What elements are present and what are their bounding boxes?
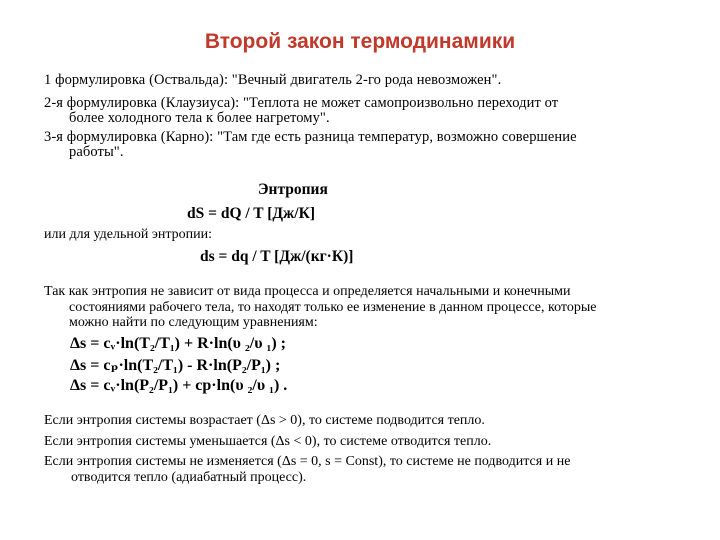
formulation-3 <box>44 130 684 160</box>
formulation-1 <box>44 73 684 88</box>
condition-increase <box>44 413 694 429</box>
condition-decrease <box>44 434 694 450</box>
paragraph-line-2: состояниями рабочего тела, то находят только ее изменение в данном процессе, которые <box>69 299 597 315</box>
formulation-3-text: 3-я формулировка (Карно): "Там где есть разница температур, возможно совершение <box>44 129 577 145</box>
paragraph-line-1: Так как энтропия не зависит от вида процесса и определяется начальными и конечными <box>44 284 571 299</box>
specific-entropy-note: или для удельной энтропии: <box>44 227 212 242</box>
condition-constant-text-cont: отводится тепло (адиабатный процесс). <box>71 469 307 485</box>
entropy-change-paragraph <box>44 284 684 331</box>
specific-entropy-equation: ds = dq / T [Дж/(кг·К)] <box>200 248 354 265</box>
formulation-2 <box>44 96 684 126</box>
delta-equation-3: Δs = cᵥ·ln(P₂/P₁) + cp·ln(υ ₂/υ ₁) . <box>70 377 288 394</box>
delta-equation-1: Δs = cᵥ·ln(T₂/T₁) + R·ln(υ ₂/υ ₁) ; <box>70 335 286 352</box>
delta-equation-2: Δs = cₚ·ln(T₂/T₁) - R·ln(P₂/P₁) ; <box>70 357 281 374</box>
formulation-2-text-cont: более холодного тела к более нагретому". <box>69 110 330 126</box>
condition-constant-text: Если энтропия системы не изменяется (Δs = 0, s = Const), то системе не подводится и не <box>44 454 571 469</box>
formulation-2-text: 2-я формулировка (Клаузиуса): "Теплота не может самопроизвольно переходит от <box>44 95 559 111</box>
formulation-3-text-cont: работы". <box>69 144 124 160</box>
formulation-1-text: 1 формулировка (Оствальда): "Вечный двигатель 2-го рода невозможен". <box>44 72 502 88</box>
condition-decrease-text: Если энтропия системы уменьшается (Δs < 0), то системе отводится тепло. <box>44 434 492 449</box>
condition-increase-text: Если энтропия системы возрастает (Δs > 0), то системе подводится тепло. <box>44 413 485 428</box>
condition-constant <box>44 454 694 485</box>
entropy-heading: Энтропия <box>258 181 328 198</box>
paragraph-line-3: можно найти по следующим уравнениям: <box>69 315 318 330</box>
slide-title: Второй закон термодинамики <box>204 30 516 53</box>
entropy-equation: dS = dQ / T [Дж/К] <box>187 205 315 222</box>
